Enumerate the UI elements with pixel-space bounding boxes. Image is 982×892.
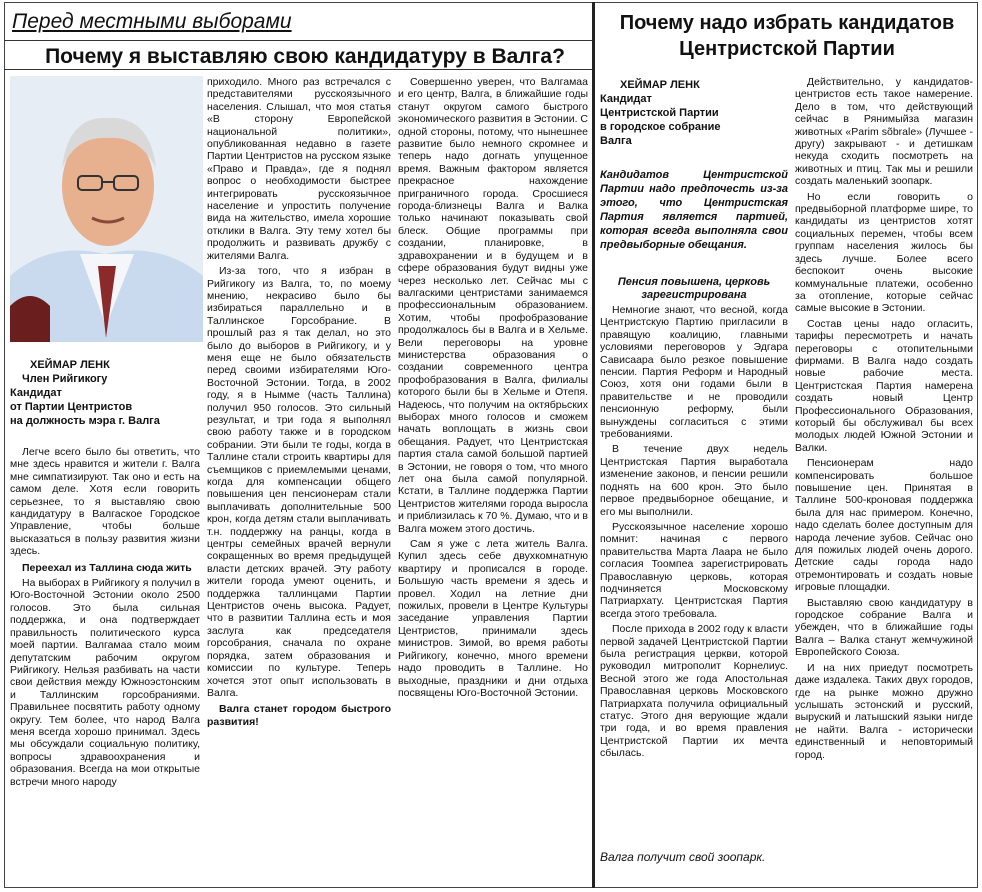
article-lead: Кандидатов Центристской Партии надо предпочесть из-за этого, что Центристская Партия является партией, которая всегда выполняла свои предвыборные обещания. <box>600 169 788 251</box>
paragraph: Немногие знают, что весной, когда Центристскую Партию пригласили в правящую коалицию, главными условиями переговоров у Эдгара Сависаара было резкое повышение пенсии. Партия Реформ и Народный Союз, хотя они годами были в правительстве и не проводили пенсионную реформу, были вынуждены согласиться с этими требованиями. <box>600 304 788 441</box>
author-city: Валга <box>600 135 632 147</box>
paragraph: В течение двух недель Центристская Партия выработала изменение законов, и пенсии решили поднять на 600 крон. Это было первое предвыборное обещание, и его мы выполнили. <box>600 443 788 518</box>
author-candidate: Кандидат <box>600 93 652 105</box>
article-headline-left: Почему я выставляю свою кандидатуру в Валга? <box>45 45 565 68</box>
subheading: Валга станет городом быстрого развития! <box>207 703 391 728</box>
paragraph: Легче всего было бы ответить, что мне здесь нравится и жители г. Валга мне симпатизируют. Так оно и есть на самом деле. Хотя если говорить серьезнее, то я выставляю свою кандидатуру в Валгаское Городское Управление, чтобы больше высказаться в пользу развития жизни здесь. <box>10 446 200 558</box>
paragraph: Сам я уже с лета житель Валга. Купил здесь себе двухкомнатную квартиру и прописался в городе. Большую часть времени я здесь и провел. Ходил на летние дни пожилых, провели в Центре Культуры заседание управления Партии Центристов, принимали здесь министров. Зимой, во время работы Рийгикогу, конечно, много времени надо проводить в Таллине. Но выходные, праздники и дни отдыха посвящены Юго-Восточной Эстонии. <box>398 538 588 699</box>
author-candidate: Кандидат <box>10 387 62 399</box>
paragraph: Действительно, у кандидатов-центристов есть такое намерение. Дело в том, что действующий сейчас в Рянимыйза магазин животных «Parim sõbrale» (Лучшее - другу) закрывают - и детишкам некуда сходить посмотреть на животных и птиц. Так мы и решили создать маленький зоопарк. <box>795 76 973 188</box>
author-name: ХЕЙМАР ЛЕНК <box>30 359 110 371</box>
article-column-3 <box>398 76 588 884</box>
paragraph: Состав цены надо огласить, тарифы пересмотреть и начать переговоры с отопительными фирмами. В Валга надо создать новые рабочие места. Центристская Партия намерена создать новый Центр Профессионального Образования, который бы обслуживал бы всех молодых людей Южной Эстонии и Валки. <box>795 317 973 454</box>
article-column-4 <box>600 304 788 848</box>
author-party: Центристской Партии <box>600 107 719 119</box>
author-party: от Партии Центристов <box>10 401 133 413</box>
author-byline-left <box>10 358 203 428</box>
paragraph: Выставляю свою кандидатуру в городское собрание Валга и убежден, что в ближайшие годы Валга – Валка станут жемчужиной Европейского Союза. <box>795 596 973 659</box>
author-council: в городское собрание <box>600 121 721 133</box>
author-portrait-image <box>10 76 203 342</box>
closing-subheading: Валга получит свой зоопарк. <box>600 850 766 864</box>
paragraph: приходило. Много раз встречался с представителями русскоязычного населения. Слышал, что моя статья «В сторону Европейской национальной политики», опубликованная недавно в газете Партии Центристов на русском языке «Право и Правда», где я поднял вопрос о необходимости быстрее интегрировать русскоязычное население и упростить получение вида на жительство, имела хорошие отклики в Валга. Эту тему хотел бы продолжить и развивать дружбу с жителями Валга. <box>207 76 391 262</box>
rubric-divider <box>4 40 592 41</box>
article-column-2 <box>207 76 391 884</box>
paragraph: Пенсионерам надо компенсировать большое повышение цен. Принятая в Таллине 500-кроновая поддержка была для нас примером. Конечно, надо сделать более доступным для народа лечение зубов. Сейчас оно для пожилых людей очень дорого. Детские сады города надо отремонтировать и создать новые игровые площадки. <box>795 457 973 594</box>
article-column-5 <box>795 76 973 884</box>
article-headline-right: Почему надо избрать кандидатов Центристской Партии <box>619 12 955 60</box>
paragraph: На выборах в Рийгикогу я получил в Юго-Восточной Эстонии около 2500 голосов. Это была сильная поддержка, и она подтверждает правильность политического курса моей партии. Валгамаа стало моим депутатским рабочим округом Рийгикогу. Нельзя разбивать на части свои действия между Южноэстонским и Таллинским горсобраниями. Правильнее посвятить работу одному округу. Тем более, что народ Валга меня всегда хорошо принимал. Здесь мы обсуждали социальную политику, вопросы здравоохранения и образования. Всегда на мои открытые встречи много народу <box>10 577 200 788</box>
paragraph: Но если говорить о предвыборной платформе шире, то кандидаты из центристов хотят социальных перемен, чтобы всем группам населения жилось бы здесь лучше. Более всего беспокоит очень высокие коммунальные платежи, особенно за отопление, которые сейчас самые высокие в Эстонии. <box>795 190 973 315</box>
author-photo <box>10 76 203 342</box>
paragraph: Совершенно уверен, что Валгамаа и его центр, Валга, в ближайшие годы станут округом самого быстрого экономического развития в Эстонии. С одной стороны, потому, что нынешнее развитие было немного скромнее и теперь надо догнать упущенное время. Важным фактором является прекрасное нахождение приграничного города. Сросшиеся города-близнецы Валга и Валка только начинают показывать свой блеск. Общие программы при создании, планировке, в здравохранении и в будущем и в сфере образования будут видны уже через несколько лет. Сейчас мы с валгаскими центристами занимаемся профессиональным образованием. Хотим, чтобы профобразование продолжалось бы в Валга и в Хельме. Вели переговоры на уровне министерства образования о создании современного центра профобразования в Валга, филиалы которого были бы в Хельме и Отепя. Надеюсь, что получим на октябрьских выборах много голосов и сможем начать воплощать в жизнь свои обещания. Радует, что Центристская партия стала самой большой партией в Эстонии, не говоря о том, что много лет она была самой популярной. Кстати, в Таллине поддержка Партии Центристов жителями города выросла и приблизилась к 70 %. Думаю, что и в Валга можем этого достичь. <box>398 76 588 535</box>
author-byline-right <box>600 78 790 148</box>
column-separator <box>592 2 595 888</box>
headline-divider <box>4 69 592 70</box>
author-title: Член Рийгикогу <box>22 373 108 385</box>
article-column-1 <box>10 446 200 884</box>
author-position: на должность мэра г. Валга <box>10 415 160 427</box>
paragraph: Из-за того, что я избран в Рийгикогу из Валга, то, по моему мнению, некрасиво было бы избираться параллельно и в Таллинское Горсобрание. В прошлый раз я так делал, но это было до выборов в Рийгикогу, и у меня еще не было обязательств перед своими избирателями Юго-Восточной Эстонии. Тогда, в 2002 году, я в Нымме (часть Таллина) получил 950 голосов. Это сильный результат, и три года я выполнял свою работу также и в городском собрании. Эти были те годы, когда в Таллине стали строить квартиры для съемщиков с приемлемыми ценами, когда для компенсации общего повышения цен пенсионерам стали выплачивать дополнительные 500 крон, когда детям стали выплачивать т.н. поддержку на ранцы, когда в центры семейных врачей вернули сокращенных во время предыдущей власти детских врачей. Эту работу жители города умеют оценить, и поддержка таллинцами Партии Центристов очень высока. Радует, что в развитии Таллина есть и моя заслуга как председателя горсобрания, сначала по охране порядка, затем образования и комиссии по культуре. Теперь хочется этот опыт использовать в Валга. <box>207 265 391 699</box>
author-name: ХЕЙМАР ЛЕНК <box>620 79 700 91</box>
lead-subheading: Пенсия повышена, церковь зарегистрирована <box>617 276 771 301</box>
paragraph: И на них приедут посмотреть даже издалека. Таких двух городов, где на рынке можно дружно услышать эстонский и русский, выруский и латышский языки нигде не найти. Валга - исторически единственный и неповторимый город. <box>795 661 973 761</box>
subheading: Переехал из Таллина сюда жить <box>22 561 192 574</box>
paragraph: После прихода в 2002 году к власти первой задачей Центристской Партии была регистрация церкви, которой руководил митрополит Корнелиус. Весной этого же года Апостольная Православная церковь Московского Патриархата получила официальный статус. Этого дня верующие ждали три года, и во время правления Центристской Партии их мечта сбылась. <box>600 623 788 760</box>
paragraph: Русскоязычное население хорошо помнит: начиная с первого правительства Марта Лаара не было согласия Тоомпеа зарегистрировать Православную церковь, которая подчиняется Московскому Патриархату. Центристская Партия всегда этого требовала. <box>600 520 788 620</box>
rubric-label: Перед местными выборами <box>12 10 292 33</box>
